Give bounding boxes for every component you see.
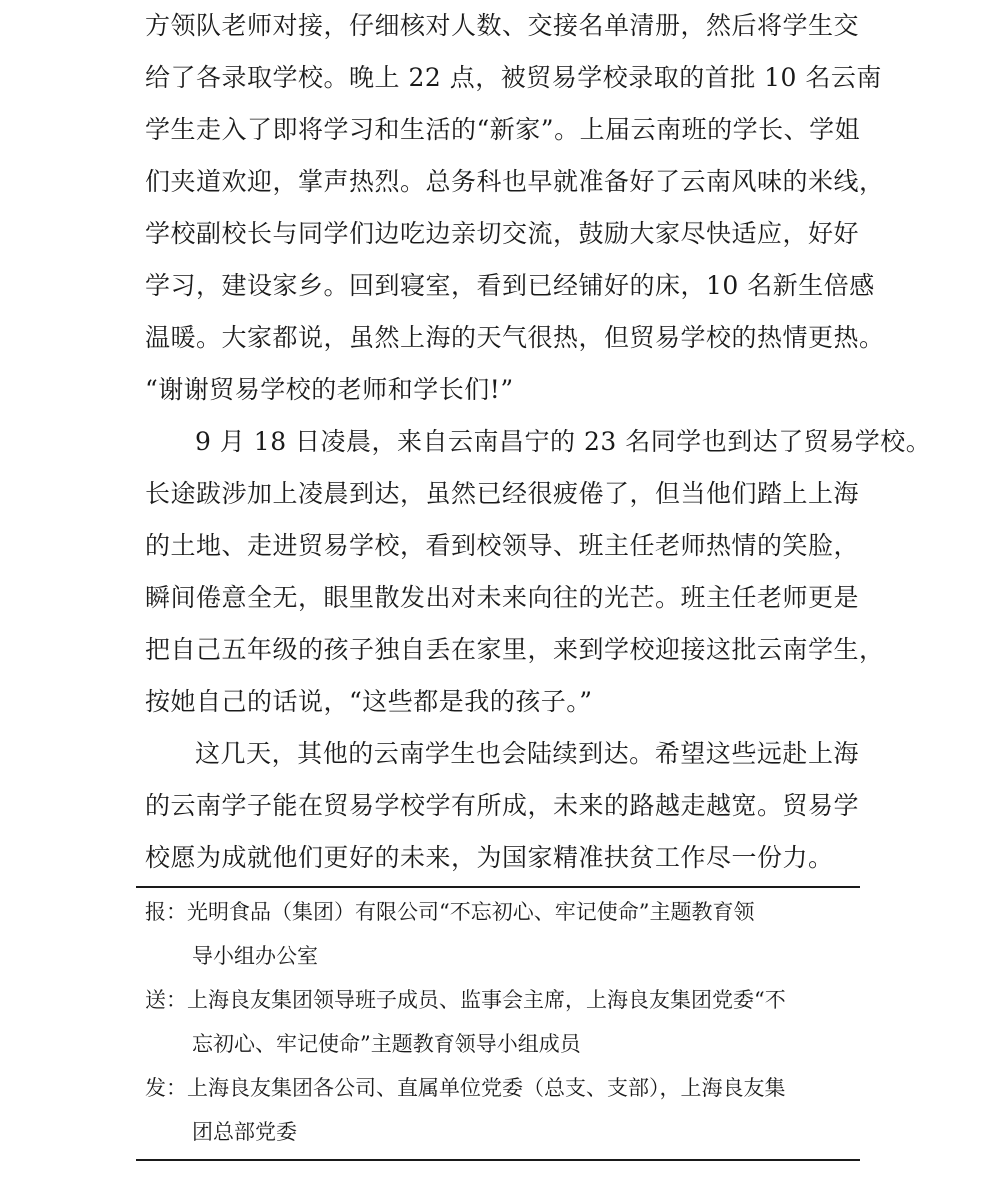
top-divider: [136, 886, 860, 888]
text-line: 温暖。大家都说，虽然上海的天气很热，但贸易学校的热情更热。: [145, 323, 885, 352]
text-line: 们夹道欢迎，掌声热烈。总务科也早就准备好了云南风味的米线，: [145, 167, 885, 196]
send-to-text: 上海良友集团领导班子成员、监事会主席，上海良友集团党委“不: [187, 988, 786, 1012]
text-line: “谢谢贸易学校的老师和学长们!”: [145, 375, 514, 404]
text-line: 学校副校长与同学们边吃边亲切交流，鼓励大家尽快适应，好好: [145, 219, 860, 248]
issue-to-continuation: 团总部党委: [192, 1120, 297, 1144]
paragraph: [145, 0, 885, 416]
text-line: 学生走入了即将学习和生活的“新家”。上届云南班的学长、学姐: [145, 115, 861, 144]
report-to-entry: [145, 890, 859, 978]
text-line: 方领队老师对接，仔细核对人数、交接名单清册，然后将学生交: [145, 11, 860, 40]
send-to-label: 送：: [145, 988, 187, 1012]
text-line: 按她自己的话说，“这些都是我的孩子。”: [145, 687, 593, 716]
report-to-continuation: 导小组办公室: [192, 944, 318, 968]
issue-to-entry: [145, 1066, 859, 1154]
text-line: 学习，建设家乡。回到寝室，看到已经铺好的床，10 名新生倍感: [145, 271, 875, 300]
report-to-line: [145, 890, 859, 934]
report-to-label: 报：: [145, 900, 187, 924]
text-line: 的云南学子能在贸易学校学有所成，未来的路越走越宽。贸易学: [145, 791, 860, 820]
issue-to-line: [145, 1066, 859, 1110]
text-line: 长途跋涉加上凌晨到达，虽然已经很疲倦了，但当他们踏上上海: [145, 479, 860, 508]
paragraph: [145, 728, 859, 884]
issue-to-label: 发：: [145, 1076, 187, 1100]
text-line: 校愿为成就他们更好的未来，为国家精准扶贫工作尽一份力。: [145, 843, 834, 872]
article-body: [145, 0, 932, 884]
text-line: 把自己五年级的孩子独自丢在家里，来到学校迎接这批云南学生，: [145, 635, 885, 664]
send-to-entry: [145, 978, 859, 1066]
issue-to-text: 上海良友集团各公司、直属单位党委（总支、支部），上海良友集: [187, 1076, 786, 1100]
text-line: 给了各录取学校。晚上 22 点，被贸易学校录取的首批 10 名云南: [145, 63, 882, 92]
send-to-line: [145, 978, 859, 1022]
text-line: 瞬间倦意全无，眼里散发出对未来向往的光芒。班主任老师更是: [145, 583, 860, 612]
text-line: 的土地、走进贸易学校，看到校领导、班主任老师热情的笑脸，: [145, 531, 860, 560]
report-to-text: 光明食品（集团）有限公司“不忘初心、牢记使命”主题教育领: [187, 900, 755, 924]
text-line: 9 月 18 日凌晨，来自云南昌宁的 23 名同学也到达了贸易学校。: [195, 427, 932, 456]
send-to-continuation: 忘初心、牢记使命”主题教育领导小组成员: [192, 1032, 581, 1056]
bottom-divider: [136, 1159, 860, 1161]
paragraph: [145, 416, 932, 728]
text-line: 这几天，其他的云南学生也会陆续到达。希望这些远赴上海: [195, 739, 859, 768]
distribution-list: [145, 890, 859, 1154]
